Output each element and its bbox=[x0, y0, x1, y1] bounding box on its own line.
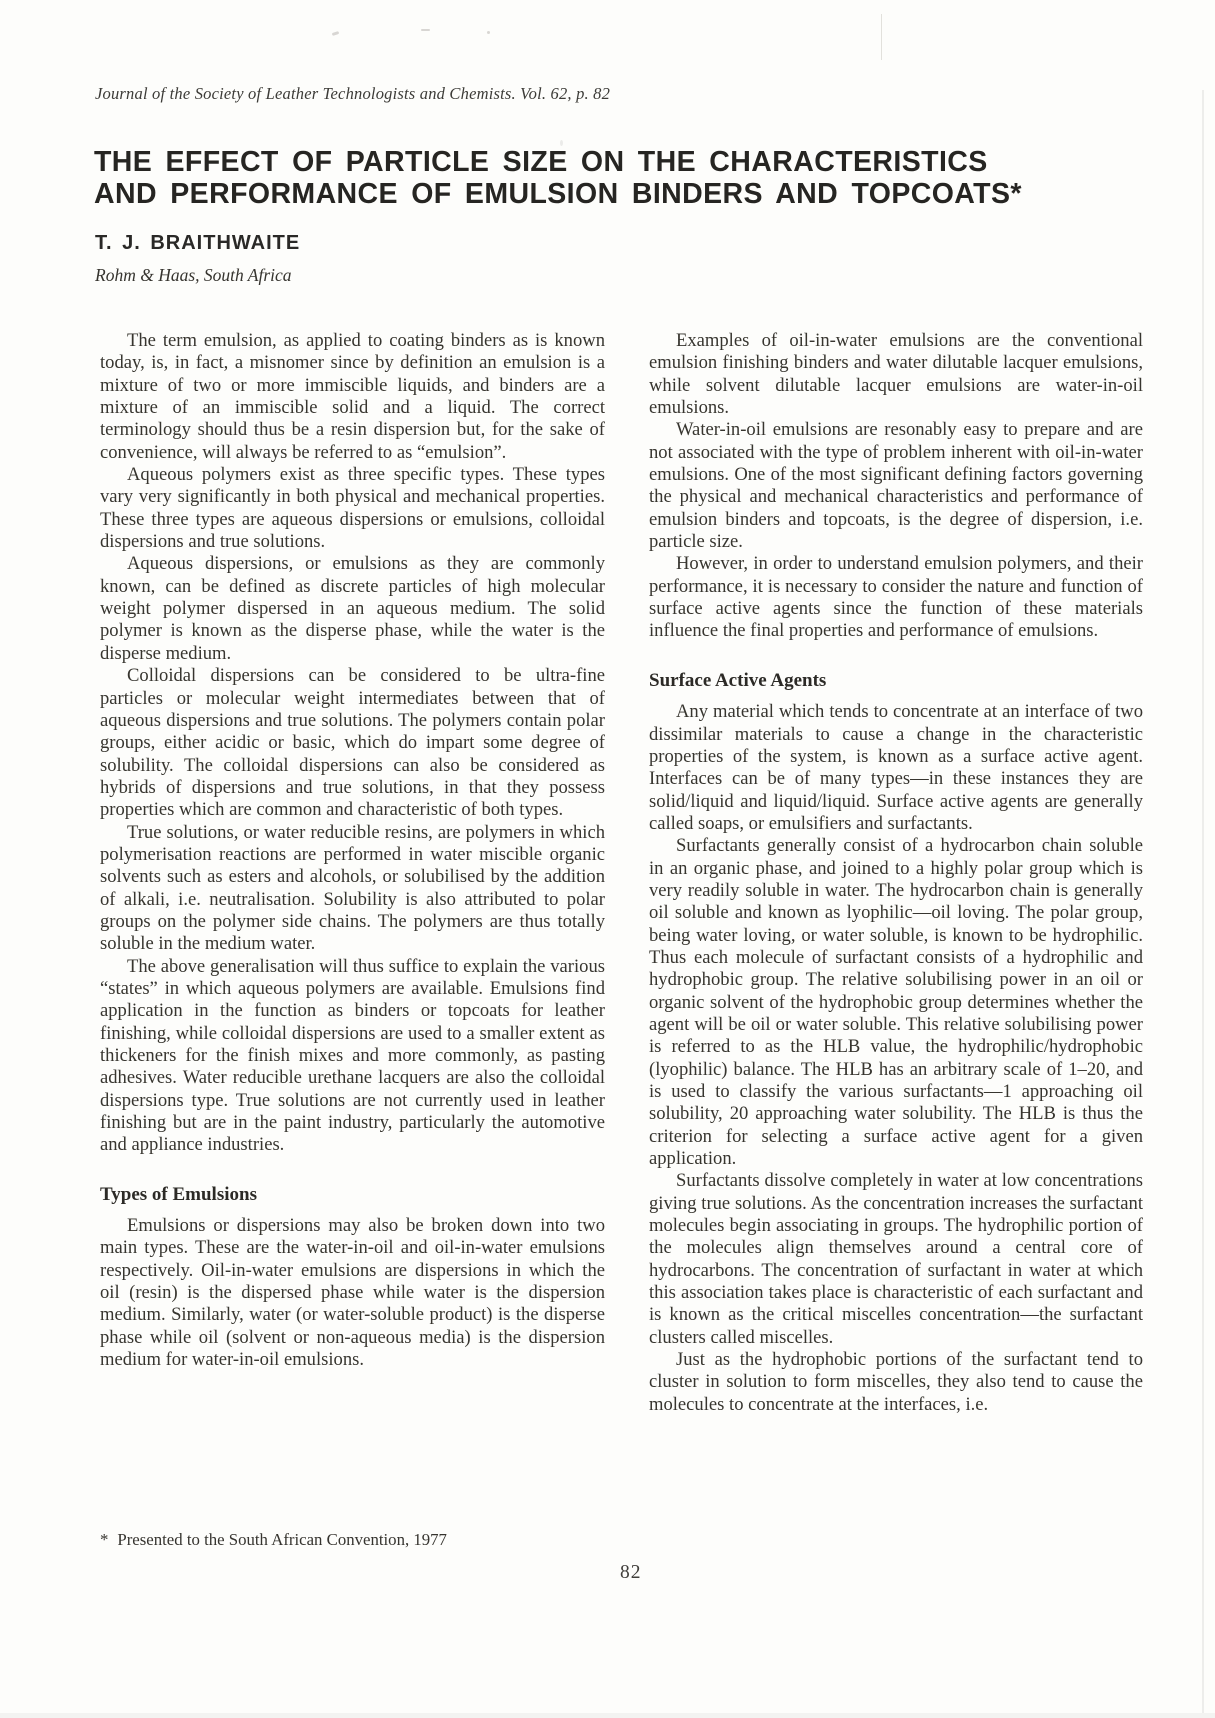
paper-title bbox=[94, 146, 1054, 210]
body-paragraph: Surfactants dissolve completely in water at low concentrations giving true solutions. As the concentration increases the surfactant molecules begin associating in groups. The hydrophilic portion of the molecules align themselves around a central core of hydrocarbons. The concentration of surfactant in water at which this association takes place is characteristic of each surfactant and is known as the critical miscelles concentration—the surfactant clusters called miscelles. bbox=[649, 1170, 1143, 1348]
body-paragraph: True solutions, or water reducible resins, are polymers in which polymerisation reactions are performed in water miscible organic solvents such as esters and alcohols, or solubilised by the addition of alkali, i.e. neutralisation. Solubility is also attributed to polar groups on the polymer side chains. The polymers are thus totally soluble in the medium water. bbox=[100, 821, 605, 955]
section-heading-surface-active-agents: Surface Active Agents bbox=[649, 669, 827, 691]
footnote-text: Presented to the South African Convention, 1977 bbox=[117, 1530, 447, 1549]
scan-speck bbox=[421, 29, 430, 31]
scan-speck bbox=[487, 31, 490, 34]
footnote-marker: * bbox=[100, 1530, 109, 1549]
right-column bbox=[649, 330, 1143, 1416]
scan-speck bbox=[332, 31, 340, 36]
author-affiliation: Rohm & Haas, South Africa bbox=[95, 265, 292, 285]
section-heading-types-of-emulsions: Types of Emulsions bbox=[100, 1183, 257, 1205]
body-paragraph: The above generalisation will thus suffice to explain the various “states” in which aqueous polymers are available. Emulsions find application in the function as binders or topcoats for leather finishing, while colloidal dispersions are used to a smaller extent as thickeners for the finish mixes and more commonly, as pasting adhesives. Water reducible urethane lacquers are also the colloidal dispersions type. True solutions are not currently used in leather finishing but are in the paint industry, particularly the automotive and appliance industries. bbox=[100, 955, 605, 1156]
scan-speck bbox=[881, 14, 882, 60]
body-paragraph: Just as the hydrophobic portions of the surfactant tend to cluster in solution to form miscelles, they also tend to cause the molecules to concentrate at the interfaces, i.e. bbox=[649, 1349, 1143, 1415]
author-name: T. J. BRAITHWAITE bbox=[95, 232, 301, 254]
body-paragraph: Surfactants generally consist of a hydrocarbon chain soluble in an organic phase, and joined to a highly polar group which is very readily soluble in water. The hydrocarbon chain is generally oil soluble and known as lyophilic—oil loving. The polar group, being water loving, or water soluble, is known to be hydrophilic. Thus each molecule of surfactant consists of a hydrophilic and hydrophobic group. The relative solubilising power in an oil or organic solvent of the hydrophobic group determines whether the agent will be oil or water soluble. This relative solubilising power is referred to as the HLB value, the hydrophilic/hydrophobic (lyophilic) balance. The HLB has an arbitrary scale of 1–20, and is used to classify the various surfactants—1 approaching oil solubility, 20 approaching water solubility. The HLB is thus the criterion for selecting a surface active agent for a given application. bbox=[649, 835, 1143, 1170]
body-paragraph: Aqueous dispersions, or emulsions as they are commonly known, can be defined as discrete particles of high molecular weight polymer dispersed in an aqueous medium. The solid polymer is known as the disperse phase, while the water is the disperse medium. bbox=[100, 553, 605, 664]
journal-header: Journal of the Society of Leather Technologists and Chemists. Vol. 62, p. 82 bbox=[95, 84, 611, 103]
paper-title-line1: THE EFFECT OF PARTICLE SIZE ON THE CHARACTERISTICS bbox=[94, 146, 988, 178]
scan-page-edge bbox=[1202, 90, 1204, 1718]
left-column bbox=[100, 330, 605, 1371]
body-paragraph: Emulsions or dispersions may also be broken down into two main types. These are the water-in-oil and oil-in-water emulsions respectively. Oil-in-water emulsions are dispersions in which the oil (resin) is the dispersed phase while water is the dispersion medium. Similarly, water (or water-soluble product) is the disperse phase while oil (solvent or non-aqueous media) is the dispersion medium for water-in-oil emulsions. bbox=[100, 1215, 605, 1371]
body-paragraph: Colloidal dispersions can be considered to be ultra-fine particles or molecular weight intermediates between that of aqueous dispersions and true solutions. The polymers contain polar groups, either acidic or basic, which do impart some degree of solubility. The colloidal dispersions can also be considered as hybrids of dispersions and true solutions, in that they possess properties which are common and characteristic of both types. bbox=[100, 665, 605, 821]
footnote bbox=[100, 1530, 605, 1550]
body-paragraph: Any material which tends to concentrate at an interface of two dissimilar materials to cause a change in the characteristic properties of the system, is known as a surface active agent. Interfaces can be of many types—in these instances they are solid/liquid and liquid/liquid. Surface active agents are generally called soaps, or emulsifiers and surfactants. bbox=[649, 701, 1143, 834]
body-paragraph: However, in order to understand emulsion polymers, and their performance, it is necessary to consider the nature and function of surface active agents since the function of these materials influence the final properties and performance of emulsions. bbox=[649, 553, 1143, 642]
body-paragraph: Examples of oil-in-water emulsions are the conventional emulsion finishing binders and water dilutable lacquer emulsions, while solvent dilutable lacquer emulsions are water-in-oil emulsions. bbox=[649, 330, 1143, 419]
scan-page-edge bbox=[0, 1713, 1215, 1718]
body-paragraph: Water-in-oil emulsions are resonably easy to prepare and are not associated with the type of problem inherent with oil-in-water emulsions. One of the most significant defining factors governing the physical and mechanical characteristics and performance of emulsion binders and topcoats, is the degree of dispersion, i.e. particle size. bbox=[649, 419, 1143, 553]
paper-title-line2: AND PERFORMANCE OF EMULSION BINDERS AND TOPCOATS* bbox=[94, 178, 1022, 210]
page-number: 82 bbox=[620, 1562, 642, 1583]
body-paragraph: Aqueous polymers exist as three specific types. These types vary very significantly in both physical and mechanical properties. These three types are aqueous dispersions or emulsions, colloidal dispersions and true solutions. bbox=[100, 464, 605, 553]
body-paragraph: The term emulsion, as applied to coating binders as is known today, is, in fact, a misnomer since by definition an emulsion is a mixture of two or more immiscible liquids, and binders are a mixture of an immiscible solid and a liquid. The correct terminology should thus be a resin dispersion but, for the sake of convenience, will always be referred to as “emulsion”. bbox=[100, 330, 605, 463]
